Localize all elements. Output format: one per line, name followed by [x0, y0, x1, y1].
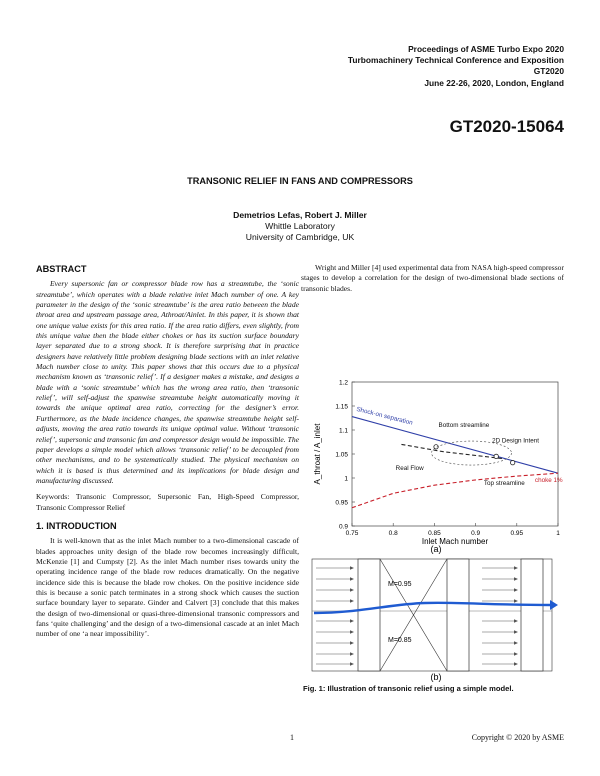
header-line-1: Proceedings of ASME Turbo Expo 2020 [408, 44, 564, 54]
author-block [0, 210, 600, 243]
figure-label-b: (b) [430, 672, 442, 682]
flow-arrow-head [350, 566, 354, 570]
x-axis-label: Inlet Mach number [421, 537, 489, 546]
annotation-shock-on-separation: Shock-on separation [355, 405, 414, 427]
x-tick-label: 0.75 [345, 530, 359, 537]
inlet-blade [358, 559, 380, 671]
author-names: Demetrios Lefas, Robert J. Miller [233, 210, 367, 220]
page-number: 1 [290, 733, 294, 742]
operating-range-ellipse [431, 441, 511, 465]
x-tick-label: 0.85 [428, 530, 441, 537]
flow-arrow-head [350, 662, 354, 666]
flow-arrow-head [514, 588, 518, 592]
lower-mach-label: M=0.85 [388, 637, 412, 644]
figure-label-a: (a) [430, 544, 442, 554]
header-line-3: GT2020 [533, 66, 564, 77]
y-tick-label: 1.1 [338, 427, 348, 435]
chart-points [431, 441, 514, 465]
affiliation-university: University of Cambridge, UK [245, 232, 355, 242]
y-tick-label: 0.9 [338, 523, 348, 531]
streamline-arrowhead [550, 600, 558, 610]
flow-arrow-head [350, 577, 354, 581]
affiliation-lab: Whittle Laboratory [265, 221, 335, 231]
flow-arrow-head [514, 577, 518, 581]
streamtube-model-sketch [312, 559, 558, 682]
flow-arrow-head [350, 599, 354, 603]
flow-arrow-head [514, 566, 518, 570]
chart-series [352, 417, 558, 508]
figure-caption: Fig. 1: Illustration of transonic relief using a simple model. [303, 684, 514, 693]
flow-arrows [316, 566, 518, 666]
outlet-blade [447, 559, 469, 671]
series-line-real-flow [401, 444, 504, 458]
y-axis-label: A_throat / A_inlet [313, 423, 322, 485]
annotation-real-flow: Real Flow [395, 464, 424, 472]
flow-arrow-head [514, 641, 518, 645]
annotation-2d-design-intent: 2D Design Intent [492, 437, 539, 445]
right-column [301, 263, 564, 294]
annotation-top-streamline: Top streamline [483, 480, 525, 488]
y-tick-label: 1.15 [335, 403, 348, 411]
y-tick-label: 1.2 [338, 379, 348, 387]
y-tick-label: 1.05 [335, 451, 348, 459]
abstract-heading: ABSTRACT [36, 264, 87, 274]
flow-arrow-head [350, 588, 354, 592]
streamline-curve [314, 603, 550, 613]
exit-blade [521, 559, 543, 671]
flow-arrow-head [350, 619, 354, 623]
header-line-4: June 22-26, 2020, London, England [424, 77, 564, 88]
keywords: Keywords: Transonic Compressor, Supersonic Fan, High-Speed Compressor, Transonic Compressor Relief [36, 492, 299, 512]
x-tick-label: 0.95 [510, 530, 524, 537]
x-tick-label: 1 [556, 530, 560, 537]
copyright-notice: Copyright © 2020 by ASME [471, 733, 564, 742]
introduction-paragraph-1: It is well-known that as the inlet Mach number to a two-dimensional cascade of blades approaches unity design of the blade row becomes increasingly difficult, McKenzie [1] and Cumpsty [2]. As the inlet Mach number rises towards unity the operating incidence range of the blade row reduces dramatically. On the negative incidence side this is because the blade row chokes. On the positive incidence side this is because a sonic patch terminates in a strong shock which causes the suction surface boundary layer to separate. Ginder and Calvert [3] conclude that this makes the design of two-dimensional or quasi-three-dimensional transonic compressors and fans ‘quite challenging’ and the design of a two-dimensional cascade at an inlet Mach number of one ‘a near impossibility’. [36, 536, 299, 639]
annotation-bottom-streamline: Bottom streamline [438, 422, 490, 430]
series-line-choke-1- [352, 473, 558, 508]
flow-arrow-head [514, 652, 518, 656]
area-ratio-chart [313, 379, 563, 554]
plot-frame [352, 382, 558, 526]
flow-arrow-head [350, 641, 354, 645]
flow-arrow-head [514, 662, 518, 666]
y-tick-label: 0.95 [335, 499, 348, 507]
design-intent-point [494, 454, 498, 458]
flow-arrow-head [350, 630, 354, 634]
paper-title: TRANSONIC RELIEF IN FANS AND COMPRESSORS [187, 176, 413, 186]
axis-ticks [335, 379, 560, 537]
figure-1 [300, 374, 568, 682]
paper-number: GT2020-15064 [449, 117, 564, 136]
flow-arrow-head [350, 652, 354, 656]
x-tick-label: 0.8 [388, 530, 398, 537]
annotation-choke-1-: choke 1% [534, 476, 563, 484]
header-line-2: Turbomachinery Technical Conference and Exposition [347, 55, 564, 66]
top-streamline-point [510, 460, 514, 464]
flow-arrow-head [514, 619, 518, 623]
proceedings-header [348, 44, 564, 89]
abstract-text: Every supersonic fan or compressor blade row has a streamtube, the ‘sonic streamtube’, which operates with a blade relative inlet Mach number of one. A key parameter in the design of the ‘sonic streamtube’ is the area ratio between the blade throat area and upstream passage area, Athroat/Ainlet. In this paper, it is shown that one unique value exists for this area ratio. If the area ratio differs, even slightly, from this unique value then the blade either chokes or has its suction surface boundary layer separated due to a strong shock. It is therefore surprising that in practice designers have relatively little problem designing blade sections with an inlet relative Mach number close to unity. This paper shows that this occurs due to a physical mechanism known as ‘transonic relief’. If a designer makes a mistake, and designs a blade with a ‘sonic streamtube’ which has the wrong area ratio, then ‘transonic relief’, will self-adjust the spanwise streamtube height automatically moving it towards the unique optimal area ratio, correcting for the designer’s error. Furthermore, as the blade incidence changes, the spanwise streamtube height self-adjusts, moving the area ratio towards its unique optimal value. Without ‘transonic relief’, supersonic and transonic fan and compressor design would be impossible. The paper develops a simple model which allows ‘transonic relief’ to be decoupled from other mechanisms, and to be systematically studied. The physical mechanism on which it is based is thus determined and its implications for blade design and manufacturing discussed. [36, 279, 299, 485]
left-column [36, 264, 299, 640]
flow-arrow-head [514, 630, 518, 634]
upper-mach-label: M=0.95 [388, 581, 412, 588]
y-tick-label: 1 [344, 475, 348, 483]
introduction-paragraph-2: Wright and Miller [4] used experimental data from NASA high-speed compressor stages to develop a correlation for the design of two-dimensional blade sections of transonic blades. [301, 263, 564, 293]
flow-arrow-head [514, 599, 518, 603]
x-tick-label: 0.9 [471, 530, 481, 537]
introduction-heading: 1. INTRODUCTION [36, 520, 117, 531]
